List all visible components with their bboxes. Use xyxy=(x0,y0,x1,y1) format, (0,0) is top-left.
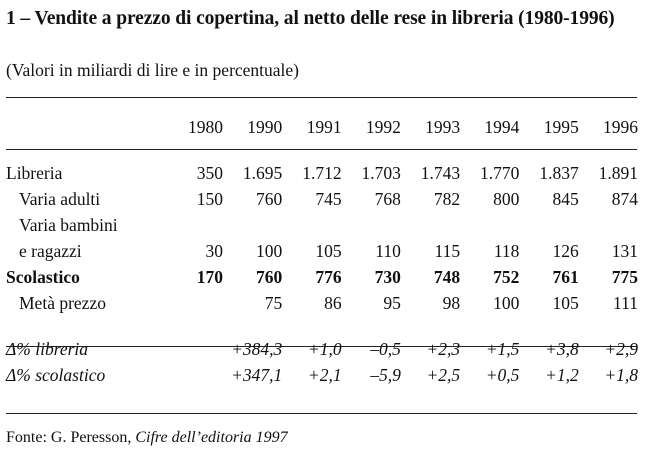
year-header: 1996 xyxy=(603,117,638,137)
table-cell: 800 xyxy=(493,189,520,209)
table-cell: 776 xyxy=(315,267,342,287)
table-cell xyxy=(175,336,223,362)
table-cell: +1,8 xyxy=(604,365,638,385)
table-row-libreria xyxy=(6,160,638,186)
row-label: Δ% libreria xyxy=(6,339,89,359)
row-label: Δ% scolastico xyxy=(6,365,106,385)
table-cell: +384,3 xyxy=(231,339,283,359)
table-cell: 775 xyxy=(611,267,638,287)
table-cell: +1,2 xyxy=(545,365,579,385)
table-cell: 730 xyxy=(374,267,401,287)
table-cell: 170 xyxy=(196,267,224,287)
table-cell: –0,5 xyxy=(370,339,401,359)
table-cell: 752 xyxy=(493,267,520,287)
table-cell xyxy=(175,362,223,388)
table-cell: 1.695 xyxy=(242,163,283,183)
top-rule xyxy=(6,97,637,98)
row-label: e ragazzi xyxy=(19,241,82,261)
bottom-rule xyxy=(6,413,637,414)
table-cell: 95 xyxy=(383,293,401,313)
row-label: Libreria xyxy=(6,163,63,183)
sales-table xyxy=(6,114,638,388)
year-header: 1990 xyxy=(247,117,283,137)
header-label-cell xyxy=(6,114,175,140)
source-prefix: Fonte: G. Peresson, xyxy=(6,429,136,446)
table-cell: +1,5 xyxy=(485,339,520,359)
table-cell: 760 xyxy=(256,267,283,287)
table-cell: 30 xyxy=(205,241,224,261)
table-cell: 1.743 xyxy=(420,163,461,183)
table-cell: 768 xyxy=(374,189,401,209)
spacer-row xyxy=(6,316,638,336)
table-cell: 745 xyxy=(315,189,342,209)
table-cell: 110 xyxy=(375,241,401,261)
header-row xyxy=(6,114,638,140)
row-label: Varia adulti xyxy=(19,189,101,209)
table-cell: 761 xyxy=(552,267,579,287)
table-cell: +0,5 xyxy=(485,365,520,385)
table-cell: 105 xyxy=(552,293,579,313)
table-cell: 131 xyxy=(611,241,638,261)
table-cell: 748 xyxy=(433,267,461,287)
source-work-title: Cifre dell’editoria 1997 xyxy=(135,429,288,446)
table-row-scolastico xyxy=(6,264,638,290)
spacer-row xyxy=(6,140,638,160)
table-cell: –5,9 xyxy=(370,365,401,385)
table-cell: 111 xyxy=(613,293,638,313)
year-header: 1995 xyxy=(543,117,579,137)
table-cell xyxy=(175,290,223,316)
year-header: 1980 xyxy=(188,117,224,137)
year-header: 1992 xyxy=(365,117,401,137)
table-row-meta-prezzo xyxy=(6,290,638,316)
table-cell: +1,0 xyxy=(307,339,342,359)
table-cell: +2,3 xyxy=(426,339,461,359)
table-row-varia-adulti xyxy=(6,186,638,212)
table-cell: 782 xyxy=(433,189,461,209)
table-row-varia-bambini xyxy=(6,238,638,264)
table-cell: 98 xyxy=(442,293,461,313)
table-cell: 105 xyxy=(315,241,342,261)
empty-cell xyxy=(175,212,638,238)
year-header: 1993 xyxy=(425,117,461,137)
table-cell: 100 xyxy=(493,293,520,313)
table-cell: 100 xyxy=(256,241,283,261)
row-label: Metà prezzo xyxy=(19,293,106,313)
table-title: 1 – Vendite a prezzo di copertina, al netto delle rese in libreria (1980-1996) xyxy=(6,8,615,29)
table-cell: 1.837 xyxy=(539,163,579,183)
table-cell: 75 xyxy=(264,293,283,313)
table-cell: 1.891 xyxy=(598,163,638,183)
table-cell: 118 xyxy=(493,241,520,261)
table-cell: +2,1 xyxy=(307,365,342,385)
table-subtitle: (Valori in miliardi di lire e in percentuale) xyxy=(6,60,300,80)
table-cell: +2,9 xyxy=(604,339,638,359)
year-header: 1994 xyxy=(484,117,520,137)
table-cell: 1.703 xyxy=(361,163,401,183)
table-cell: +347,1 xyxy=(231,365,283,385)
row-label: Scolastico xyxy=(6,267,80,287)
table-cell: 350 xyxy=(196,163,224,183)
table-row-varia-bambini-label xyxy=(6,212,638,238)
source-note xyxy=(6,428,288,448)
table-cell: 760 xyxy=(256,189,283,209)
table-cell: 86 xyxy=(324,293,342,313)
row-label: Varia bambini xyxy=(19,215,118,235)
table-row-delta-scolastico xyxy=(6,362,638,388)
table-cell: 1.770 xyxy=(480,163,520,183)
table-row-delta-libreria xyxy=(6,336,638,362)
table-cell: +2,5 xyxy=(426,365,461,385)
table-cell: 874 xyxy=(611,189,638,209)
table-cell: 1.712 xyxy=(302,163,342,183)
table-cell: 115 xyxy=(434,241,461,261)
year-header: 1991 xyxy=(306,117,342,137)
table-cell: 126 xyxy=(552,241,579,261)
table-cell: +3,8 xyxy=(545,339,579,359)
table-cell: 150 xyxy=(196,189,224,209)
table-cell: 845 xyxy=(552,189,579,209)
